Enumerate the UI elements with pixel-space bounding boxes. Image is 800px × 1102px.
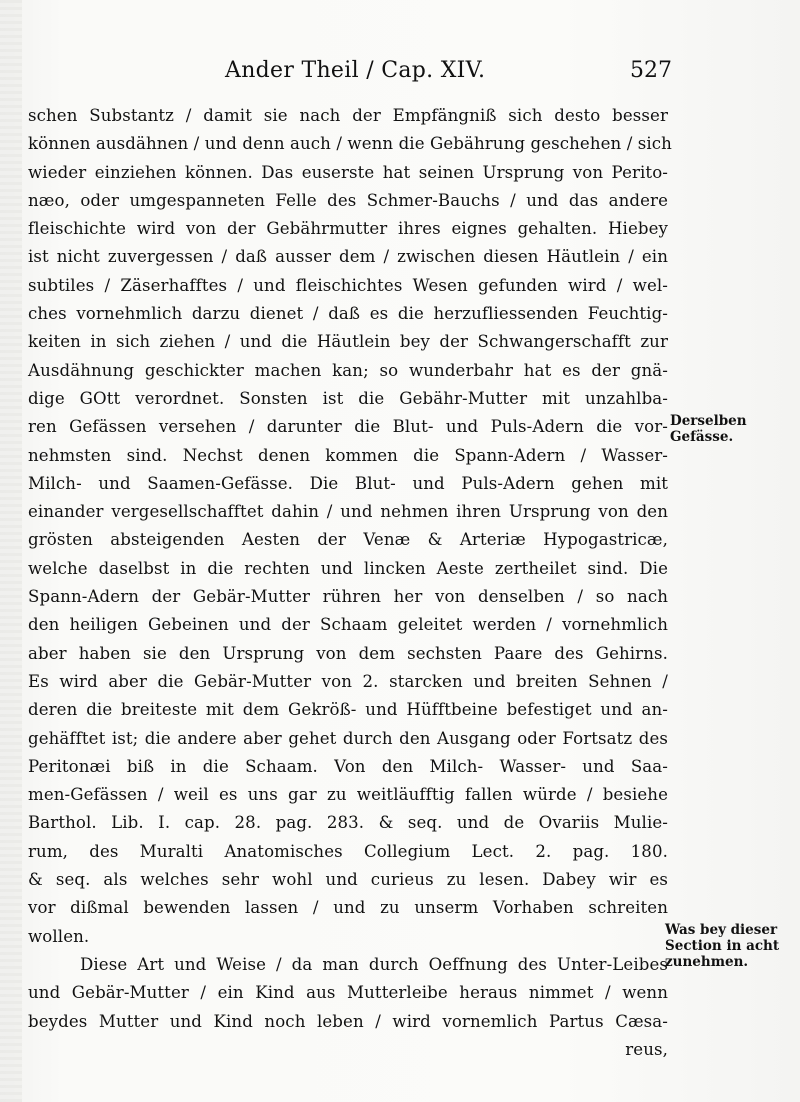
text-line: Barthol. Lib. I. cap. 28. pag. 283. & seq. und de Ovariis Mulie- [28,813,668,833]
text-line: fleischichte wird von der Gebährmutter ihres eignes gehalten. Hiebey [28,219,668,239]
page-gutter-shadow [0,0,22,1102]
text-line: und Gebär-Mutter / ein Kind aus Mutterleibe heraus nimmet / wenn [28,983,668,1003]
text-line: vor dißmal bewenden lassen / und zu unserm Vorhaben schreiten [28,898,668,918]
text-line: wollen. [28,926,90,946]
text-line: næo, oder umgespanneten Felle des Schmer-Bauchs / und das andere [28,190,668,210]
text-line: keiten in sich ziehen / und die Häutlein bey der Schwangerschafft zur [28,332,668,352]
page-number: 527 [630,58,672,83]
text-line: grösten absteigenden Aesten der Venæ & Arteriæ Hypogastricæ, [28,530,668,550]
text-line: Milch- und Saamen-Gefässe. Die Blut- und Puls-Adern gehen mit [28,473,668,493]
text-line: Spann-Adern der Gebär-Mutter rühren her von denselben / so nach [28,587,668,607]
text-line: schen Substantz / damit sie nach der Empfängniß sich desto besser [28,106,668,125]
text-line: Es wird aber die Gebär-Mutter von 2. starcken und breiten Sehnen / [28,671,668,691]
running-title: Ander Theil / Cap. XIV. [225,58,486,83]
text-line: subtiles / Zäserhafftes / und fleischichtes Wesen gefunden wird / wel- [28,275,668,295]
text-line: wieder einziehen können. Das euserste hat seinen Ursprung von Perito- [28,162,668,182]
text-line: dige GOtt verordnet. Sonsten ist die Gebähr-Mutter mit unzahlba- [28,388,668,408]
text-line: gehäfftet ist; die andere aber gehet durch den Ausgang oder Fortsatz des [28,728,668,748]
text-line: deren die breiteste mit dem Gekröß- und Hüfftbeine befestiget und an- [28,700,668,720]
text-line: rum, des Muralti Anatomisches Collegium Lect. 2. pag. 180. [28,841,668,861]
text-line: beydes Mutter und Kind noch leben / wird vornemlich Partus Cæsa- [28,1011,668,1031]
main-text-block [28,102,672,1064]
text-line: den heiligen Gebeinen und der Schaam geleitet werden / vornehmlich [28,615,668,635]
text-line: Peritonæi biß in die Schaam. Von den Milch- Wasser- und Saa- [28,756,668,776]
text-line: können ausdähnen / und denn auch / wenn die Gebährung geschehen / sich [28,134,672,154]
text-line: & seq. als welches sehr wohl und curieus zu lesen. Dabey wir es [28,870,668,890]
paragraph-start-line: Diese Art und Weise / da man durch Oeffnung des Unter-Leibes [80,954,668,974]
text-line: einander vergesellschafftet dahin / und nehmen ihren Ursprung von den [28,502,668,522]
margin-note-vessels: Derselben Gefässe. [670,413,747,445]
text-line: nehmsten sind. Nechst denen kommen die Spann-Adern / Wasser- [28,445,668,465]
text-line: Ausdähnung geschickter machen kan; so wunderbahr hat es der gnä- [28,360,668,380]
text-line: welche daselbst in die rechten und lincken Aeste zertheilet sind. Die [28,558,668,578]
text-line: aber haben sie den Ursprung von dem sechsten Paare des Gehirns. [28,643,668,663]
text-line: men-Gefässen / weil es uns gar zu weitläufftig fallen würde / besiehe [28,785,668,805]
text-line: ist nicht zuvergessen / daß ausser dem / zwischen diesen Häutlein / ein [28,247,668,267]
catchword-line: reus, [625,1039,668,1059]
page-header [0,58,800,88]
margin-note-section: Was bey dieser Section in acht zunehmen. [665,922,780,970]
text-line: ren Gefässen versehen / darunter die Blut- und Puls-Adern die vor- [28,417,668,437]
text-line: ches vornehmlich darzu dienet / daß es die herzufliessenden Feuchtig- [28,304,668,324]
